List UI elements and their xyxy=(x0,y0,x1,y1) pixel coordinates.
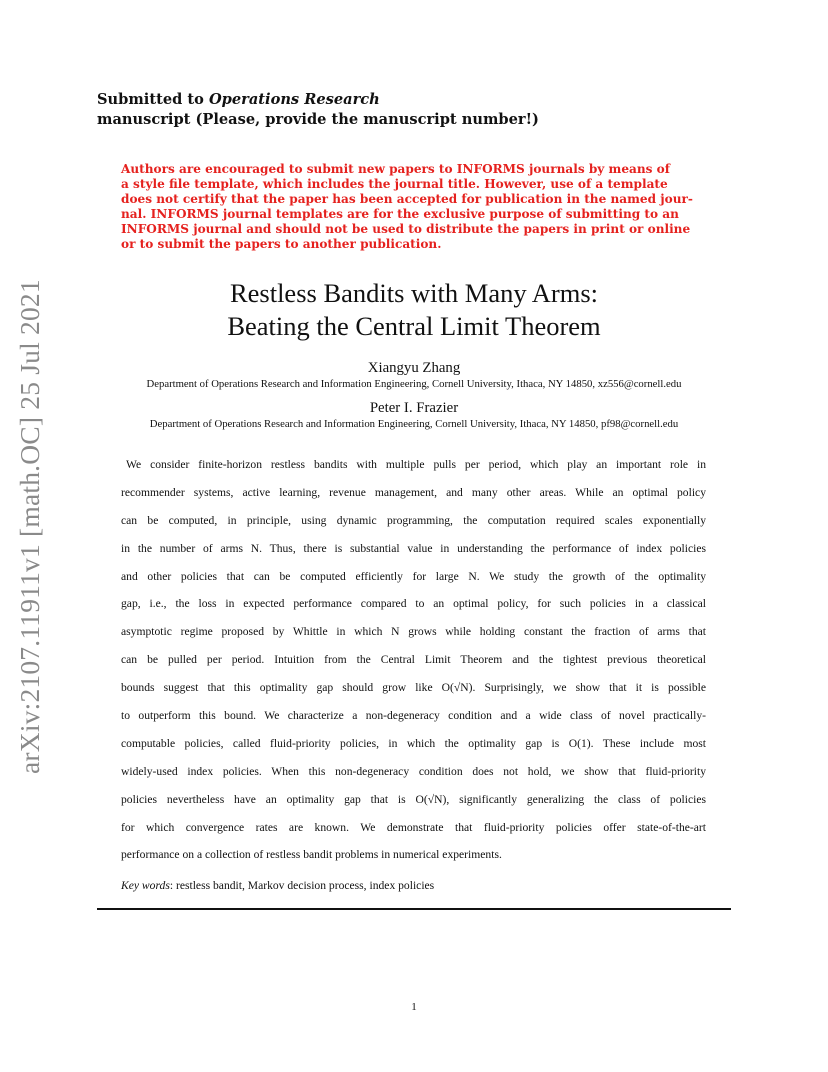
abstract-line: computable policies, called fluid-priority policies, in which the optimality gap is O(1). These include most xyxy=(121,736,706,750)
notice-line: does not certify that the paper has been accepted for publication in the named jour- xyxy=(121,191,693,206)
notice-line: Authors are encouraged to submit new papers to INFORMS journals by means of xyxy=(121,162,670,176)
abstract-line: asymptotic regime proposed by Whittle in which N grows while holding constant the fraction of arms that xyxy=(121,625,706,639)
abstract-line: performance on a collection of restless bandit problems in numerical experiments. xyxy=(121,848,502,862)
abstract-line: recommender systems, active learning, revenue management, and many other areas. While an optimal policy xyxy=(121,485,706,499)
arxiv-identifier xyxy=(12,272,62,774)
manuscript-line: manuscript (Please, provide the manuscript number!) xyxy=(97,111,539,128)
abstract-line: We consider finite-horizon restless bandits with multiple pulls per period, which play an important role in xyxy=(126,458,706,471)
abstract xyxy=(121,451,706,869)
author-name: Xiangyu Zhang xyxy=(367,360,461,376)
paper-title-line-1: Restless Bandits with Many Arms: xyxy=(229,278,599,308)
submitted-line xyxy=(97,90,539,110)
submitted-prefix: Submitted to xyxy=(97,91,209,108)
arxiv-identifier-text: arXiv:2107.11911v1 [math.OC] 25 Jul 2021 xyxy=(14,279,45,774)
notice-line: INFORMS journal and should not be used to distribute the papers in print or online xyxy=(121,221,691,236)
notice-line: nal. INFORMS journal templates are for the exclusive purpose of submitting to an xyxy=(121,206,679,221)
abstract-line: to outperform this bound. We characterize a non-degeneracy condition and a wide class of novel practically- xyxy=(121,709,706,723)
notice-line: or to submit the papers to another publication. xyxy=(121,236,442,251)
paper-title-line-2: Beating the Central Limit Theorem xyxy=(227,311,601,341)
abstract-line: widely-used index policies. When this non-degeneracy condition does not hold, we show that fluid-priority xyxy=(121,764,706,778)
page-number: 1 xyxy=(411,1001,417,1013)
abstract-line: can be computed, in principle, using dynamic programming, the computation required scales exponentially xyxy=(121,513,706,527)
author-affiliation: Department of Operations Research and Information Engineering, Cornell University, Ithaca, NY 14850, pf98@cornell.edu xyxy=(149,418,679,430)
keywords-label: Key words xyxy=(121,879,170,892)
keywords xyxy=(121,879,434,892)
keywords-separator: : xyxy=(169,879,176,892)
author-affiliation: Department of Operations Research and Information Engineering, Cornell University, Ithaca, NY 14850, xz556@cornell.edu xyxy=(146,378,682,390)
abstract-line: gap, i.e., the loss in expected performance compared to an optimal policy, for such policies in a classical xyxy=(121,597,706,611)
abstract-line: in the number of arms N. Thus, there is substantial value in understanding the performance of index policies xyxy=(121,541,706,555)
informs-notice xyxy=(121,162,703,251)
horizontal-rule xyxy=(97,908,731,910)
notice-line: a style file template, which includes the journal title. However, use of a template xyxy=(121,176,668,191)
submission-header xyxy=(97,90,539,130)
abstract-line: and other policies that can be computed efficiently for large N. We study the growth of the optimality xyxy=(121,569,706,583)
abstract-line: can be pulled per period. Intuition from the Central Limit Theorem and the tightest previous theoretical xyxy=(121,653,706,667)
author-name: Peter I. Frazier xyxy=(369,400,459,416)
abstract-line: bounds suggest that this optimality gap should grow like O(√N). Surprisingly, we show that it is possible xyxy=(121,681,706,695)
abstract-line: policies nevertheless have an optimality gap that is O(√N), significantly generalizing the class of policies xyxy=(121,792,706,806)
keywords-text: restless bandit, Markov decision process, index policies xyxy=(175,879,435,892)
abstract-line: for which convergence rates are known. We demonstrate that fluid-priority policies offer state-of-the-art xyxy=(121,820,706,834)
journal-name: Operations Research xyxy=(208,91,380,108)
